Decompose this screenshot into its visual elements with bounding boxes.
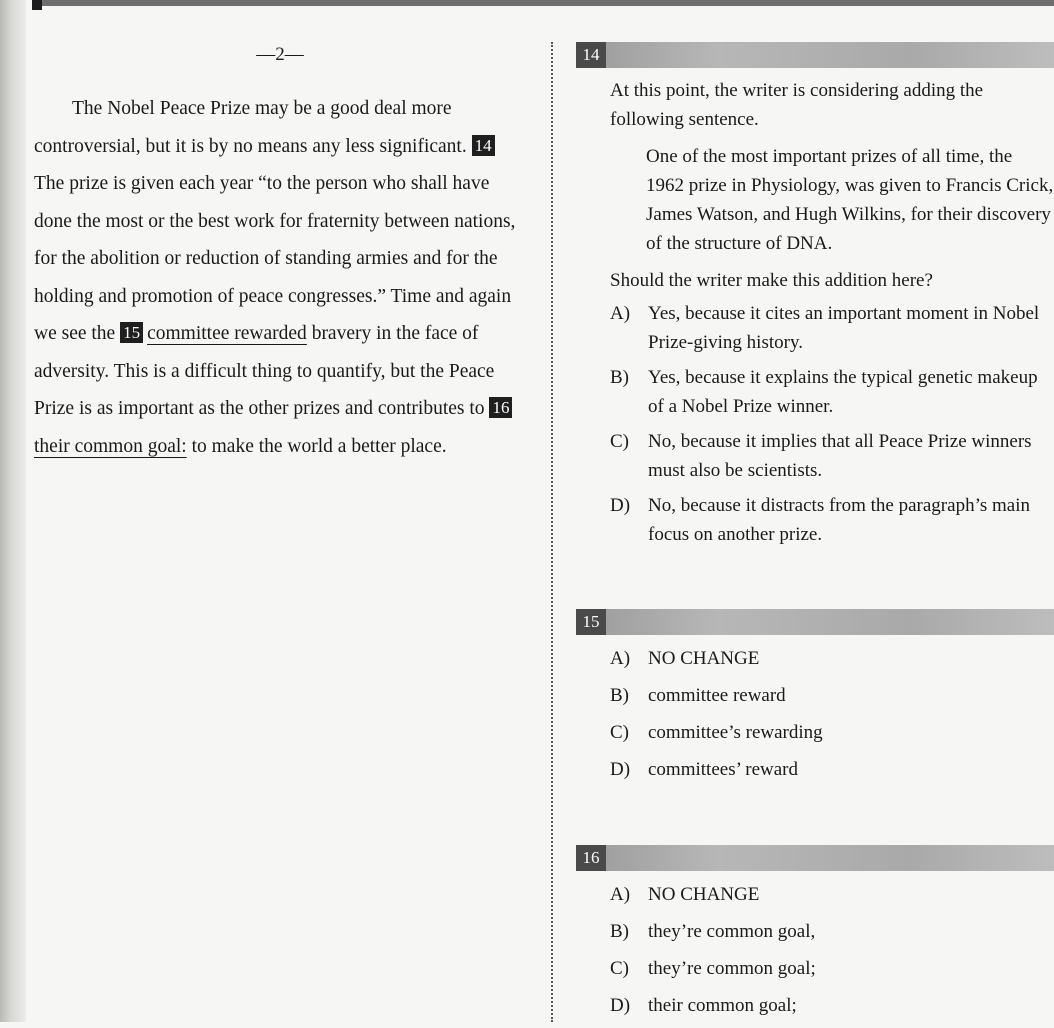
question-header-15 [576, 609, 1054, 635]
passage [34, 90, 526, 465]
answer-option-15-c[interactable]: C) committee’s rewarding [610, 722, 823, 743]
answer-options-16 [610, 880, 1054, 1028]
passage-paragraph: The Nobel Peace Prize may be a good deal more controversial, but it is by no means any less significant. 14 The prize is given each year “to the person who shall have done the most or the best work for fraternity between nations, for the abolition or reduction of standing armies and for the holding and promotion of peace congresses.” Time and again we see the 15 committee rewarded bravery in the face of adversity. This is a difficult thing to quantify, but the Peace Prize is as important as the other prizes and contributes to 16their common goal: to make the world a better place. [34, 98, 516, 457]
underlined-text-16: their common goal: [34, 435, 187, 457]
column-divider [551, 42, 553, 1022]
question-number-15: 15 [576, 609, 606, 635]
answer-option-15-a[interactable]: A) NO CHANGE [610, 648, 760, 669]
question-quote: One of the most important prizes of all time, the 1962 prize in Physiology, was given to Francis Crick, James Watson, and Hugh Wilkins, for their discovery of the structure of DNA. [646, 146, 1054, 254]
answer-option-16-b[interactable]: B) they’re common goal, [610, 921, 816, 942]
answer-options-14 [610, 299, 1054, 549]
answer-option-14-b[interactable]: B) Yes, because it explains the typical genetic makeup of a Nobel Prize winner. [610, 367, 1038, 417]
answer-option-16-c[interactable]: C) they’re common goal; [610, 958, 816, 979]
question-marker-16[interactable]: 16 [489, 397, 512, 418]
question-marker-15[interactable]: 15 [120, 322, 143, 343]
question-stem: At this point, the writer is considering adding the following sentence. [610, 80, 984, 130]
answer-option-14-a[interactable]: A) Yes, because it cites an important moment in Nobel Prize-giving history. [610, 303, 1040, 353]
page-edge-shadow [0, 0, 26, 1022]
question-14-body [610, 76, 1054, 555]
question-number-14: 14 [576, 42, 606, 68]
page-number: —2— [256, 44, 304, 65]
answer-option-14-c[interactable]: C) No, because it implies that all Peace Prize winners must also be scientists. [610, 431, 1032, 481]
question-marker-14[interactable]: 14 [472, 135, 495, 156]
question-header-14 [576, 42, 1054, 68]
question-header-16 [576, 845, 1054, 871]
answer-option-15-d[interactable]: D) committees’ reward [610, 759, 798, 780]
top-rule [32, 0, 1054, 6]
question-number-16: 16 [576, 845, 606, 871]
answer-option-14-d[interactable]: D) No, because it distracts from the paragraph’s main focus on another prize. [610, 495, 1030, 545]
answer-option-16-d[interactable]: D) their common goal; [610, 995, 797, 1016]
answer-option-16-a[interactable]: A) NO CHANGE [610, 884, 760, 905]
answer-option-15-b[interactable]: B) committee reward [610, 685, 786, 706]
underlined-text-15: committee rewarded [147, 323, 307, 344]
top-rule-cap [32, 0, 42, 10]
question-stem-2: Should the writer make this addition here? [610, 270, 933, 291]
answer-options-15 [610, 644, 1054, 792]
